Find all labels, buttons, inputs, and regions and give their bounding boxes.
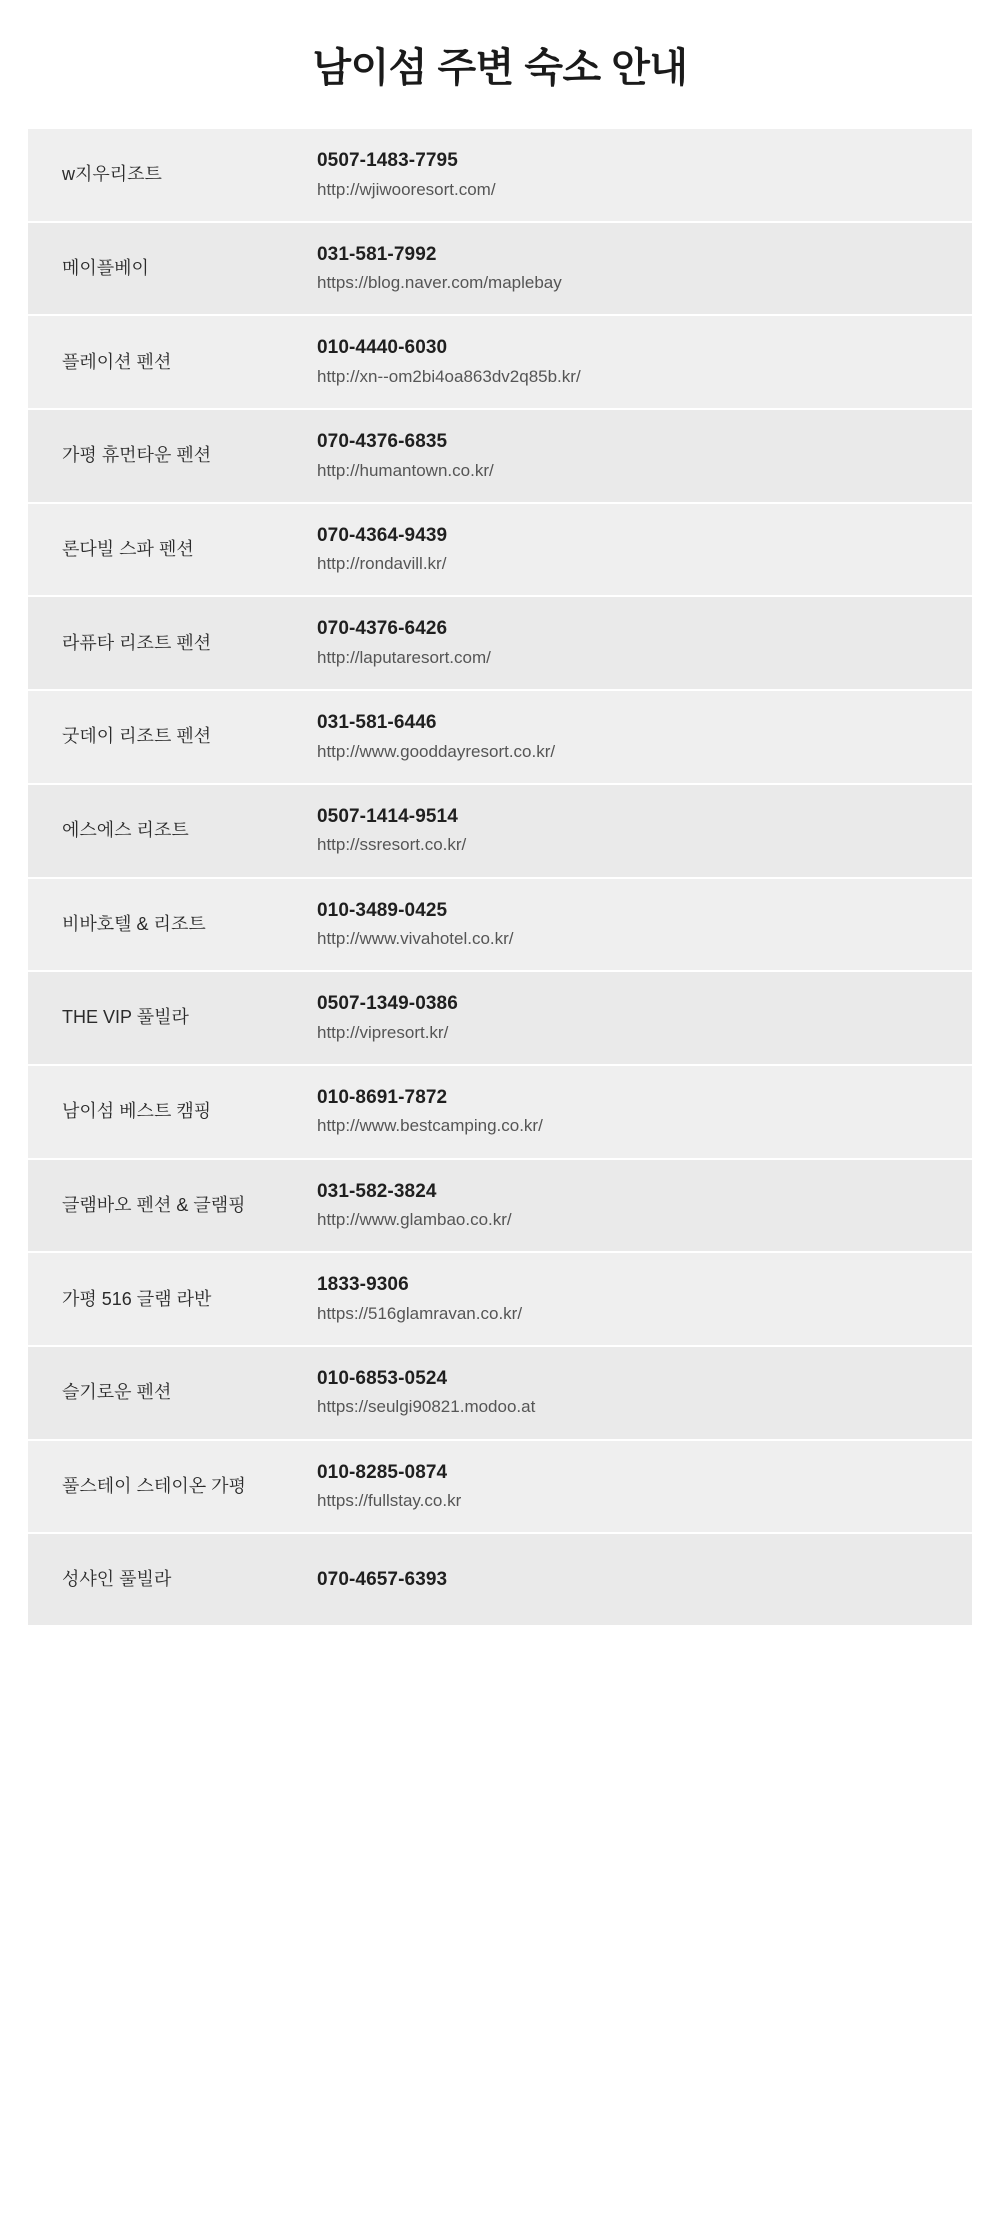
accommodation-contact [317,334,938,390]
accommodation-row[interactable] [28,785,972,879]
accommodation-row[interactable] [28,504,972,598]
accommodation-url[interactable]: https://fullstay.co.kr [317,1491,462,1511]
accommodation-name: THE VIP 풀빌라 [62,1007,189,1028]
accommodation-name: 에스에스 리조트 [62,820,189,841]
accommodation-url[interactable]: https://blog.naver.com/maplebay [317,273,562,293]
accommodation-name: 가평 516 글램 라반 [62,1288,212,1309]
accommodation-row[interactable] [28,879,972,973]
accommodation-row[interactable] [28,1534,972,1627]
accommodation-contact [317,897,938,953]
accommodation-phone[interactable]: 010-4440-6030 [317,337,448,359]
accommodation-row[interactable] [28,223,972,317]
accommodation-contact [317,990,938,1046]
accommodation-url[interactable]: https://seulgi90821.modoo.at [317,1397,536,1417]
accommodation-name: 풀스테이 스테이온 가평 [62,1475,246,1496]
accommodation-contact [317,803,938,859]
accommodation-contact [317,1566,938,1595]
accommodation-contact [317,615,938,671]
accommodation-phone[interactable]: 010-6853-0524 [317,1367,448,1389]
accommodation-url[interactable]: http://laputaresort.com/ [317,647,491,667]
accommodation-url[interactable]: http://rondavill.kr/ [317,554,447,574]
accommodation-url[interactable]: http://vipresort.kr/ [317,1022,449,1042]
accommodation-contact [317,1178,938,1234]
accommodation-url[interactable]: http://www.bestcamping.co.kr/ [317,1116,543,1136]
accommodation-contact [317,1271,938,1327]
accommodation-phone[interactable]: 1833-9306 [317,1274,409,1296]
accommodation-url[interactable]: https://516glamravan.co.kr/ [317,1303,523,1323]
accommodation-row[interactable] [28,1347,972,1441]
accommodation-name: 슬기로운 펜션 [62,1382,172,1403]
page-title: 남이섬 주변 숙소 안내 [312,46,688,90]
accommodation-contact [317,1365,938,1421]
accommodation-contact [317,428,938,484]
accommodation-phone[interactable]: 010-8285-0874 [317,1461,448,1483]
accommodation-name: 라퓨타 리조트 펜션 [62,632,212,653]
accommodation-phone[interactable]: 070-4364-9439 [317,524,448,546]
accommodation-contact [317,241,938,297]
accommodation-row[interactable] [28,410,972,504]
accommodation-url[interactable]: http://humantown.co.kr/ [317,460,494,480]
accommodation-url[interactable]: http://www.gooddayresort.co.kr/ [317,741,556,761]
accommodation-list [0,129,1000,1627]
accommodation-phone[interactable]: 070-4376-6426 [317,618,448,640]
accommodation-name: 가평 휴먼타운 펜션 [62,445,212,466]
accommodation-row[interactable] [28,1160,972,1254]
accommodation-url[interactable]: http://wjiwooresort.com/ [317,179,496,199]
accommodation-url[interactable]: http://xn--om2bi4oa863dv2q85b.kr/ [317,366,581,386]
accommodation-name: 메이플베이 [62,257,149,278]
accommodation-name: 성샤인 풀빌라 [62,1569,172,1590]
accommodation-url[interactable]: http://www.glambao.co.kr/ [317,1210,512,1230]
accommodation-name: w지우리조트 [62,164,162,185]
accommodation-contact [317,522,938,578]
accommodation-row[interactable] [28,316,972,410]
accommodation-phone[interactable]: 010-3489-0425 [317,899,448,921]
accommodation-phone[interactable]: 031-582-3824 [317,1180,437,1202]
accommodation-row[interactable] [28,972,972,1066]
accommodation-contact [317,1084,938,1140]
accommodation-url[interactable]: http://www.vivahotel.co.kr/ [317,929,514,948]
accommodation-row[interactable] [28,597,972,691]
accommodation-name: 굿데이 리조트 펜션 [62,726,212,747]
accommodation-name: 론다빌 스파 펜션 [62,539,194,559]
accommodation-name: 글램바오 펜션 & 글램핑 [62,1194,246,1215]
accommodation-name: 플레이션 펜션 [62,351,172,372]
accommodation-phone[interactable]: 031-581-6446 [317,712,437,734]
accommodation-row[interactable] [28,1441,972,1535]
accommodation-phone[interactable]: 0507-1483-7795 [317,150,458,171]
accommodation-row[interactable] [28,129,972,223]
accommodation-phone[interactable]: 031-581-7992 [317,243,437,265]
accommodation-contact [317,709,938,765]
accommodation-row[interactable] [28,1253,972,1347]
accommodation-url[interactable]: http://ssresort.co.kr/ [317,835,467,855]
accommodation-row[interactable] [28,691,972,785]
accommodation-phone[interactable]: 0507-1349-0386 [317,993,458,1015]
accommodation-contact [317,147,938,203]
accommodation-row[interactable] [28,1066,972,1160]
accommodation-phone[interactable]: 070-4657-6393 [317,1568,448,1590]
accommodation-name: 비바호텔 & 리조트 [62,913,206,934]
accommodation-phone[interactable]: 070-4376-6835 [317,431,448,453]
accommodation-name: 남이섬 베스트 캠핑 [62,1101,212,1122]
accommodation-phone[interactable]: 010-8691-7872 [317,1086,448,1108]
accommodation-phone[interactable]: 0507-1414-9514 [317,805,458,827]
accommodation-contact [317,1459,938,1515]
